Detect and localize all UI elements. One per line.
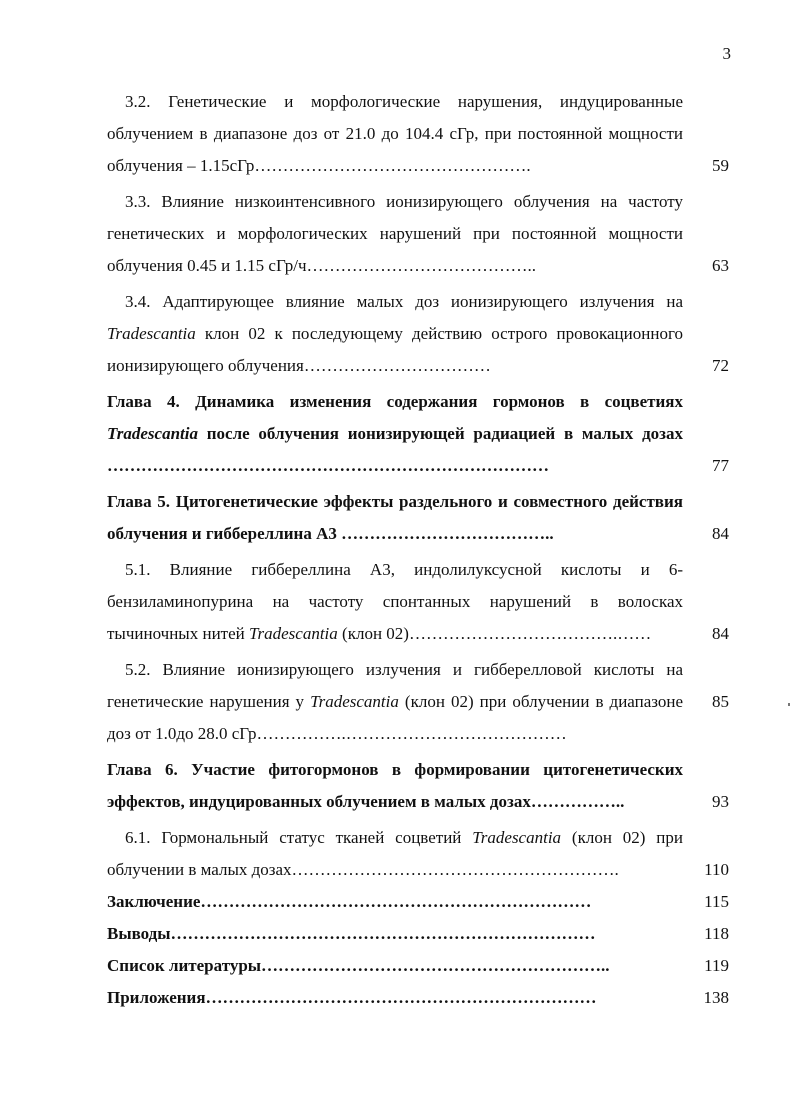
toc-entry-6-1 xyxy=(107,822,729,886)
toc-entry-5-1-title xyxy=(107,554,683,650)
toc-conclusion-page: 115 xyxy=(704,892,729,911)
toc-entry-5-1-title-end: (клон 02)……………………………….…… xyxy=(337,624,652,643)
table-of-contents xyxy=(107,86,729,1014)
toc-appendices-title: Приложения…………………………………………………………… xyxy=(107,988,597,1007)
toc-entry-5-1-species: Tradescantia xyxy=(249,624,338,643)
toc-entry-3-3-title: 3.3. Влияние низкоинтенсивного ионизирующего облучения на частоту генетических и морфологических нарушений при постоянной мощности облучения 0.45 и 1.15 сГр/ч………………………………….. xyxy=(107,192,683,275)
toc-chapter-6 xyxy=(107,754,729,818)
toc-references-title: Список литературы…………………………………………………….. xyxy=(107,956,610,975)
toc-entry-3-4-title-end: клон 02 к последующему действию острого провокационного ионизирующего облучения…………………………… xyxy=(107,324,683,375)
toc-entry-5-2-title xyxy=(107,654,683,750)
toc-entry-6-1-title-end: (клон 02) при облучении в малых дозах…………………………………………………. xyxy=(107,828,683,879)
toc-entry-6-1-title xyxy=(107,822,683,886)
page-number: 3 xyxy=(722,44,731,63)
toc-entry-3-2 xyxy=(107,86,729,182)
toc-entry-5-1 xyxy=(107,554,729,650)
toc-findings xyxy=(107,918,729,950)
toc-entry-3-2-page: 59 xyxy=(712,156,729,175)
toc-findings-page: 118 xyxy=(704,924,729,943)
toc-entry-3-3-page: 63 xyxy=(712,256,729,275)
toc-appendices xyxy=(107,982,729,1014)
toc-chapter-4-species: Tradescantia xyxy=(107,424,198,443)
toc-chapter-4-title-end: после облучения ионизирующей радиацией в малых дозах …………………………………………………………………… xyxy=(107,424,683,475)
toc-appendices-page: 138 xyxy=(703,988,729,1007)
toc-entry-5-2-species: Tradescantia xyxy=(310,692,399,711)
toc-references-page: 119 xyxy=(704,956,729,975)
margin-speck xyxy=(788,703,790,706)
toc-chapter-6-page: 93 xyxy=(712,792,729,811)
toc-entry-3-4-title-start: 3.4. Адаптирующее влияние малых доз ионизирующего излучения на xyxy=(125,292,683,311)
toc-entry-5-1-title-start: 5.1. Влияние гиббереллина А3, индолилуксусной кислоты и 6-бензиламинопурина на частоту спонтанных нарушений в волосках тычиночных нитей xyxy=(107,560,683,643)
toc-entry-5-2 xyxy=(107,654,729,750)
toc-entry-6-1-title-start: 6.1. Гормональный статус тканей соцветий xyxy=(125,828,473,847)
toc-entry-3-2-title: 3.2. Генетические и морфологические нарушения, индуцированные облучением в диапазоне доз от 21.0 до 104.4 сГр, при постоянной мощности облучения – 1.15сГр…………………………………………. xyxy=(107,92,683,175)
toc-entry-6-1-species: Tradescantia xyxy=(472,828,562,847)
toc-entry-6-1-page: 110 xyxy=(704,860,729,879)
toc-entry-3-4-page: 72 xyxy=(712,356,729,375)
toc-entry-3-4-species: Tradescantia xyxy=(107,324,196,343)
toc-entry-5-1-page: 84 xyxy=(712,624,729,643)
toc-entry-5-2-title-start: 5.2. Влияние ионизирующего излучения и гибберелловой кислоты на генетические нарушения у xyxy=(107,660,683,711)
toc-chapter-4-title xyxy=(107,386,683,482)
toc-chapter-5-page: 84 xyxy=(712,524,729,543)
toc-chapter-6-title: Глава 6. Участие фитогормонов в формировании цитогенетических эффектов, индуцированных облучением в малых дозах…………….. xyxy=(107,760,683,811)
toc-chapter-5 xyxy=(107,486,729,550)
toc-entry-3-4 xyxy=(107,286,729,382)
toc-entry-3-4-title xyxy=(107,286,683,382)
toc-chapter-4-title-start: Глава 4. Динамика изменения содержания гормонов в соцветиях xyxy=(107,392,683,411)
toc-chapter-4 xyxy=(107,386,729,482)
toc-conclusion-title: Заключение…………………………………………………………… xyxy=(107,892,592,911)
toc-entry-5-2-page: 85 xyxy=(712,692,729,711)
toc-findings-title: Выводы………………………………………………………………… xyxy=(107,924,596,943)
toc-references xyxy=(107,950,729,982)
toc-entry-3-3 xyxy=(107,186,729,282)
toc-chapter-5-title: Глава 5. Цитогенетические эффекты раздельного и совместного действия облучения и гиббереллина А3 ……………………………….. xyxy=(107,492,683,543)
toc-entry-5-2-title-end: (клон 02) при облучении в диапазоне доз от 1.0до 28.0 сГр…………….………………………………… xyxy=(107,692,684,743)
toc-conclusion xyxy=(107,886,729,918)
toc-chapter-4-page: 77 xyxy=(712,456,729,475)
